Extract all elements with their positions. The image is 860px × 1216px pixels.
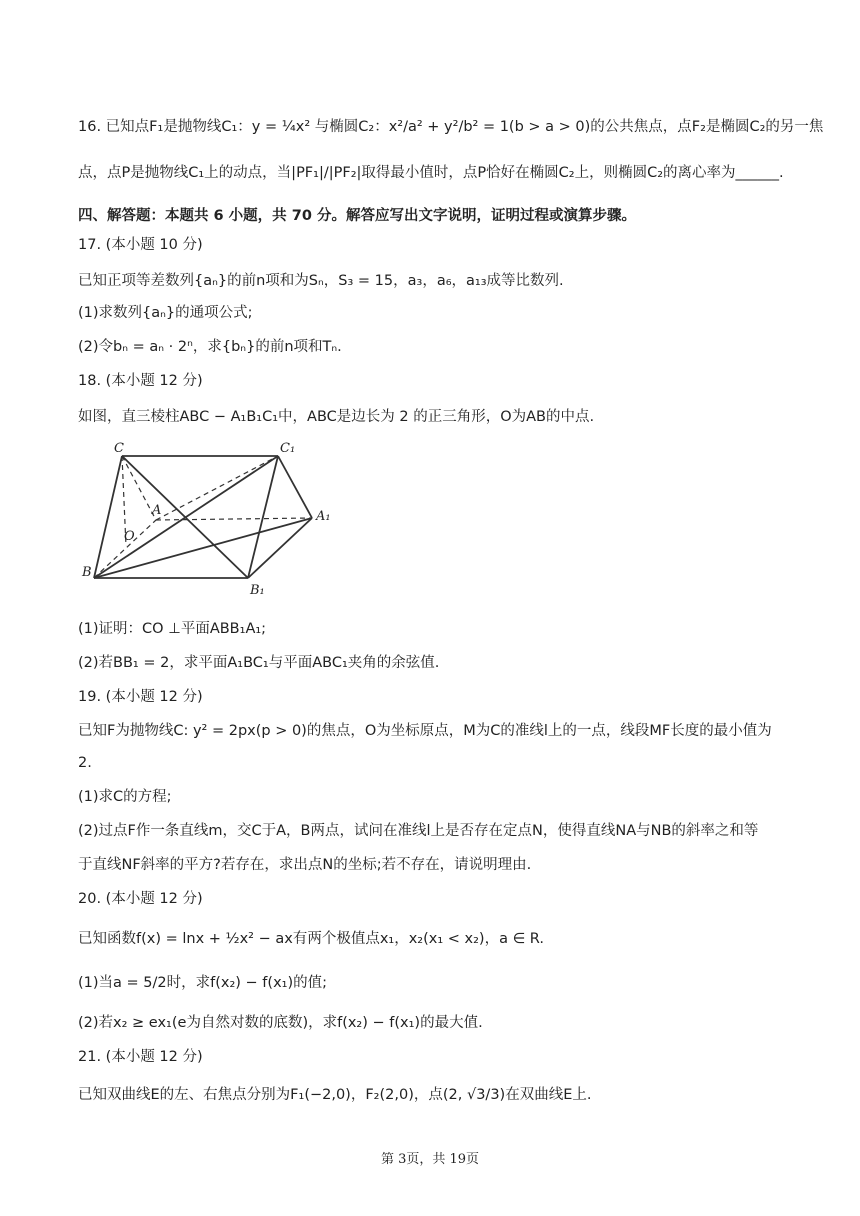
section-heading: 四、解答题：本题共 6 小题，共 70 分。解答应写出文字说明，证明过程或演算步骤。 xyxy=(78,208,636,224)
q18-heading: 18. (本小题 12 分) xyxy=(78,373,203,389)
q21-heading: 21. (本小题 12 分) xyxy=(78,1049,203,1065)
label-C1: C₁ xyxy=(280,441,296,456)
q17-part2: (2)令bₙ = aₙ · 2ⁿ，求{bₙ}的前n项和Tₙ. xyxy=(78,339,342,355)
label-B: B xyxy=(82,565,92,580)
q19-part2a: (2)过点F作一条直线m，交C于A，B两点，试问在准线l上是否存在定点N，使得直线NA与NB的斜率之和等 xyxy=(78,823,759,839)
label-O: O xyxy=(124,529,135,544)
label-A: A xyxy=(152,503,162,518)
page-footer: 第 3页，共 19页 xyxy=(380,1152,480,1167)
label-A1: A₁ xyxy=(316,509,331,524)
line-16a: 16. 已知点F₁是抛物线C₁：y = ¼x² 与椭圆C₂：x²/a² + y²/b² = 1(b > a > 0)的公共焦点，点F₂是椭圆C₂的另一焦 xyxy=(78,119,824,135)
q18-stem: 如图，直三棱柱ABC − A₁B₁C₁中，ABC是边长为 2 的正三角形，O为AB的中点. xyxy=(78,409,595,425)
q19-heading: 19. (本小题 12 分) xyxy=(78,689,203,705)
prism-figure xyxy=(80,438,340,598)
q19-part1: (1)求C的方程; xyxy=(78,789,172,805)
q20-heading: 20. (本小题 12 分) xyxy=(78,891,203,907)
q19-part2b: 于直线NF斜率的平方?若存在，求出点N的坐标;若不存在，请说明理由. xyxy=(78,857,532,873)
q20-stem: 已知函数f(x) = lnx + ½x² − ax有两个极值点x₁，x₂(x₁ < x₂)，a ∈ R. xyxy=(78,931,544,947)
q19-stem-a: 已知F为抛物线C: y² = 2px(p > 0)的焦点，O为坐标原点，M为C的准线l上的一点，线段MF长度的最小值为 xyxy=(78,723,772,739)
q18-part2: (2)若BB₁ = 2，求平面A₁BC₁与平面ABC₁夹角的余弦值. xyxy=(78,655,440,671)
q21-stem: 已知双曲线E的左、右焦点分别为F₁(−2,0)，F₂(2,0)，点(2, √3/3)在双曲线E上. xyxy=(78,1087,592,1103)
q17-part1: (1)求数列{aₙ}的通项公式; xyxy=(78,305,253,321)
q17-heading: 17. (本小题 10 分) xyxy=(78,237,203,253)
label-B1: B₁ xyxy=(250,583,265,598)
q19-stem-b: 2. xyxy=(78,755,92,771)
label-C: C xyxy=(114,441,124,456)
q17-stem: 已知正项等差数列{aₙ}的前n项和为Sₙ，S₃ = 15，a₃，a₆，a₁₃成等比数列. xyxy=(78,273,564,289)
q18-part1: (1)证明：CO ⊥平面ABB₁A₁; xyxy=(78,621,267,637)
q20-part1: (1)当a = 5/2时，求f(x₂) − f(x₁)的值; xyxy=(78,975,328,991)
line-16b: 点，点P是抛物线C₁上的动点，当|PF₁|/|PF₂|取得最小值时，点P恰好在椭圆C₂上，则椭圆C₂的离心率为______. xyxy=(78,165,784,181)
q20-part2: (2)若x₂ ≥ ex₁(e为自然对数的底数)，求f(x₂) − f(x₁)的最大值. xyxy=(78,1015,483,1031)
